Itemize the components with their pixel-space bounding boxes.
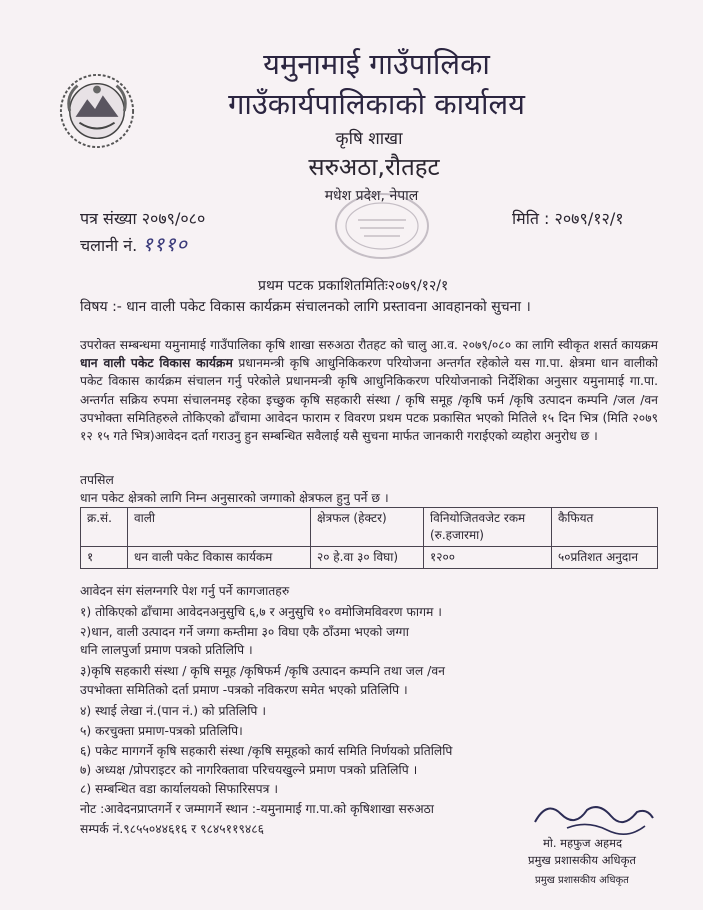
published-date: प्रथम पटक प्रकाशितमितिः२०७९/१२/१: [258, 278, 449, 294]
signatory-post: प्रमुख प्रशासकीय अधिकृत: [528, 853, 636, 867]
signatory-post-seal: प्रमुख प्रशासकीय अधिकृत: [535, 875, 629, 886]
list-item: उपभोक्ता समितिको दर्ता प्रमाण -पत्रको नविकरण समेत भएको प्रतिलिपि ।: [80, 683, 408, 697]
table-row: [81, 547, 658, 569]
header-location: सरुअठा,रौतहट: [308, 153, 440, 181]
table-cell: २० हे.वा ३० विघा): [311, 547, 424, 569]
table-cell: १२००: [424, 547, 552, 569]
table-header-cell: वाली: [128, 508, 311, 547]
signature-icon: [527, 792, 657, 838]
dispatch-number: [80, 230, 188, 257]
dispatch-value: १११०: [142, 232, 188, 256]
body-program-name: धान वाली पकेट विकास कार्यक्रम: [80, 356, 233, 371]
table-cell: धन वाली पकेट विकास कार्यकम: [128, 547, 311, 569]
subject-line: विषय :- धान वाली पकेट विकास कार्यक्रम संचालनको लागि प्रस्तावना आवहानको सुचना ।: [80, 299, 531, 315]
list-item: ७) अध्यक्ष /प्रोपराइटर को नागरिक्तावा परिचयखुल्ने प्रमाण पत्रको प्रतिलिपि ।: [80, 763, 418, 777]
list-item: ८) सम्बन्धित वडा कार्यालयको सिफारिसपत्र ।: [80, 782, 278, 796]
list-item: ५) करचुक्ता प्रमाण-पत्रको प्रतिलिपि।: [80, 724, 243, 738]
table-cell: ५०प्रतिशत अनुदान: [552, 547, 658, 569]
table-header-row: [81, 508, 658, 547]
signatory-name: मो. महफुज अहमद: [543, 836, 623, 850]
contact-numbers: सम्पर्क नं.९८५५०४४६१६ र ९८४५११९४८६: [80, 822, 265, 836]
list-item: ६) पकेट मागगर्ने कृषि सहकारी संस्था /कृषि समूहको कार्य समिति निर्णयको प्रतिलिपि: [80, 744, 453, 758]
table-header-cell: क्षेत्रफल (हेक्टर): [311, 508, 424, 547]
list-item: १) तोकिएको ढाँचामा आवेदनअनुसुचि ६,७ र अनुसुचि १० वमोजिमविवरण फागम ।: [80, 605, 442, 619]
area-note: धान पकेट क्षेत्रको लागि निम्न अनुसारको जग्गाको क्षेत्रफल हुनु पर्ने छ ।: [80, 491, 389, 505]
letter-number: पत्र संख्या २०७९/०८०: [80, 209, 206, 228]
tapasil-heading: तपसिल: [80, 473, 114, 487]
list-item: धनि लालपुर्जा प्रमाण पत्रको प्रतिलिपि ।: [80, 643, 253, 657]
header-section: कृषि शाखा: [335, 129, 403, 149]
body-text-2: प्रधानमन्त्री कृषि आधुनिकिकरण परियोजना अन्तर्गत रहेकोले यस गा.पा. क्षेत्रमा धान वालीको पकेट विकास कार्यक्रम संचालन गर्नु परेकोले प्रधानमन्त्री कृषि आधुनिकिकरण परियोजनाको निर्देशिका अनुसार यमुनामाई गा.पा. अन्तर्गत सक्रिय रुपमा संचालनमइ रहेका इच्छुक कृषि सहकारी संस्था / कृषि समूह /कृषि फर्म /कृषि उत्पादन कम्पनि /जल /वन उपभोक्ता समितिहरुले तोकिएको ढाँचामा आवेदन फाराम र विवरण प्रथम पटक प्रकासित भएको मितिले १५ दिन भित्र (मिति २०७९ १२ १५ गते भित्र)आवेदन दर्ता गराउनु हुन सम्बन्धित सवैलाई यसै सुचना मार्फत जानकारी गराईएको व्यहोरा अनुरोध छ ।: [80, 356, 658, 444]
office-stamp-icon: [332, 190, 432, 262]
table-header-cell: विनियोजितवजेट रकम (रु.हजारमा): [424, 508, 552, 547]
submission-note: नोट :आवेदनप्राप्तगर्ने र जम्मागर्ने स्थान :-यमुनामाई गा.पा.को कृषिशाखा सरुअठा: [80, 802, 434, 816]
list-item: ४) स्थाई लेखा नं.(पान नं.) को प्रतिलिपि ।: [80, 704, 266, 718]
program-table: [80, 507, 658, 569]
header-municipality: यमुनामाई गाउँपालिका: [263, 47, 490, 81]
list-item: २)धान, वाली उत्पादन गर्ने जग्गा कम्तीमा ३० विघा एकै ठाँउमा भएको जग्गा: [80, 625, 409, 639]
list-item: ३)कृषि सहकारी संस्था / कृषि समूह /कृषिफर्म /कृषि उत्पादन कम्पनि तथा जल /वन: [80, 664, 445, 678]
body-text-1: उपरोक्त सम्बन्धमा यमुनामाई गाउँपालिका कृषि शाखा सरुअठा रौतहट को चालु आ.व. २०७९/०८० का लागि स्वीकृत शसर्त कायक्रम: [80, 338, 658, 352]
documents-title: आवेदन संग संलग्नगरि पेश गर्नु पर्ने कागजातहरु: [80, 584, 290, 598]
table-cell: १: [81, 547, 128, 569]
header-office: गाउँकार्यपालिकाको कार्यालय: [228, 87, 525, 121]
table-header-cell: क्र.सं.: [81, 508, 128, 547]
body-paragraph: [80, 336, 658, 445]
table-header-cell: कैफियत: [552, 508, 658, 547]
letter-date: मिति : २०७९/१२/१: [512, 209, 624, 228]
dispatch-label: चलानी नं.: [80, 236, 138, 255]
header-province: मधेश प्रदेश, नेपाल: [324, 188, 419, 204]
